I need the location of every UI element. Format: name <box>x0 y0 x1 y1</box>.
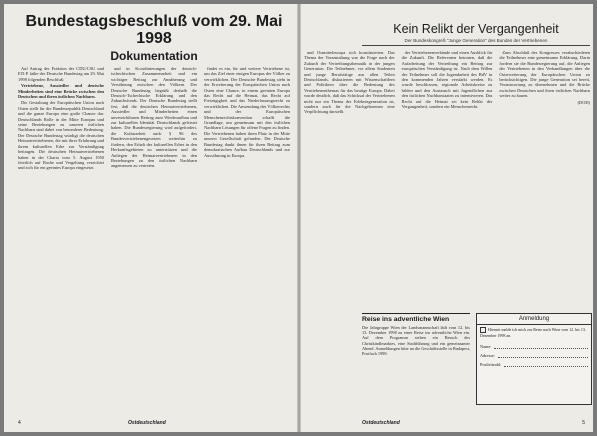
article-columns <box>18 66 290 416</box>
newspaper-spread <box>4 4 593 432</box>
article-intro: Auf Antrag der Fraktion der CDU/CSU und F.D.P. faßte der Deutsche Bundestag am 29. Mai 1998 folgenden Beschluß: <box>18 66 104 82</box>
page-number: 5 <box>582 420 585 426</box>
page-headline: Bundestagsbeschluß vom 29. Mai 1998 <box>25 13 283 47</box>
vienna-notice <box>362 313 470 356</box>
article-columns <box>304 50 590 308</box>
right-page <box>300 4 593 432</box>
brand-logo: Ostdeutschland <box>362 420 400 426</box>
article-column-3 <box>204 66 290 416</box>
article-body-2: der Vertriebenenverbände und einen Ausblick für die Zukunft. Die Referenten betonten, daß die Aufarbeitung der Vertreibung ein Beitrag zur europäischen Verständigung ist. Nach dem Willen der Teilnehmer soll die Jugendarbeit des BdV in den kommenden Jahren verstärkt werden. Es wurde beschlossen, regionale Arbeitskreise zu bilden und den Austausch mit Jugendlichen aus den östlichen Nachbarstaaten zu intensivieren. Das Recht auf die Heimat sei kein Relikt der Vergangenheit, sondern ein Menschenrecht. <box>401 50 493 110</box>
page-subheadline: Dokumentation <box>110 49 198 63</box>
article-column-1 <box>18 66 104 416</box>
article-column-2 <box>402 50 493 308</box>
article-body-2: und in Koordinierungen der deutsch-tschechischen Zusammenarbeit und ein wichtiger Beitrag zur Annäherung und Versöhnung zwischen den Völkern. Der Deutsche Bundestag begrüßt deshalb die Deutsch-Tschechische Erklärung und den Zukunftsfonds. Der Deutsche Bundestag stellt fest, daß die deutschen Heimatvertriebenen, Aussiedler und Minderheiten einen unverzichtbaren Beitrag zum Wiederaufbau und zur kulturellen Identität Deutschlands geleistet haben. Die Bundesregierung wird aufgefordert, die Kulturarbeit nach § 96 des Bundesvertriebenengesetzes weiterhin zu fördern, den Erhalt des kulturellen Erbes in den Herkunftsgebieten zu unterstützen und die Anliegen der Heimatvertriebenen in den Beziehungen zu den östlichen Nachbarn angemessen zu vertreten. <box>111 66 197 169</box>
article-body-1: Die Gestaltung der Europäischen Union nach Osten stellt für die Bundesrepublik Deutschland und die ganze Europa eine große Chance dar. Deutschlands Rolle in der Mitte Europas und seine Beziehungen zu unseren östlichen Nachbarn sind dabei von besonderer Bedeutung. Der Deutsche Bundestag würdigt die deutschen Heimatvertriebenen, die mit ihrer Erfahrung und ihrem kulturellen Erbe zur Verständigung beitragen. Die deutschen Heimatvertriebenen haben in der Charta vom 5. August 1950 feierlich auf Rache und Vergeltung verzichtet und sich für ein geeintes Europa eingesetzt. <box>18 100 104 171</box>
name-field[interactable]: Name: <box>477 340 591 349</box>
title-rule <box>362 45 590 46</box>
postcode-field[interactable]: Postleitzahl: <box>477 358 591 367</box>
article-body-1: und Ostmitteleuropa sich konstituierten. Das Thema der Veranstaltung war die Frage nach der Zukunft der Vertreibungsthematik in der jungen Generation. Die Teilnehmer, vor allem Studenten und junge Berufstätige aus allen Teilen Deutschlands, diskutierten mit Wissenschaftlern und Politikern über die Bedeutung des Vertriebenenthemas für das heutige Europa. Dabei wurde deutlich, daß das Schicksal der Vertriebenen nicht nur ein Thema der Erlebnisgeneration ist, sondern auch für die Nachgeborenen eine Verpflichtung darstellt. <box>304 50 395 115</box>
article-body-3: findet es ein, für und weitere Vertriebene ist, um das Ziel einer einigen Europas der Völker zu verwirklichen. Der Deutsche Bundestag sieht in der Erweiterung der Europäischen Union nach Osten eine Chance, in einem geeinten Europa das Recht auf die Heimat, das Recht auf Freizügigkeit und das Niederlassungsrecht zu verwirklichen. Die Anwendung des Völkerrechts und der Europäischen Menschenrechtskonvention schafft die Grundlage, um gemeinsam mit den östlichen Nachbarn Lösungen für offene Fragen zu finden. Die Vertriebenen haben ihren Platz in der Mitte unserer Gesellschaft gefunden. Der Deutsche Bundestag dankt ihnen für ihren Beitrag zum demokratischen Aufbau Deutschlands und zur Aussöhnung in Europa. <box>204 66 290 158</box>
article-subtitle: Der Bundeskongreß "Junge Generation" des Bundes der Vertriebenen <box>404 38 548 43</box>
left-page <box>4 4 298 432</box>
registration-form <box>476 313 592 405</box>
article-column-1 <box>304 50 395 308</box>
brand-logo: Ostdeutschland <box>128 420 166 426</box>
notice-body: Die Jahrgruppe Wien der Landsmannschaft lädt vom 12. bis 13. Dezember 1998 zu einer Reise ins adventliche Wien ein. Auf dem Programm stehen ein Besuch des Christkindlmarktes, eine Stadtführung und ein gemeinsamer Abend. Anmeldungen bitte an die Geschäftsstelle in Budapest, Postfach 1998. <box>362 325 470 357</box>
article-column-2 <box>111 66 197 416</box>
article-lead: Vertriebene, Aussiedler und deutsche Minderheiten sind eine Brücke zwischen den Deutschen und ihren östlichen Nachbarn. <box>18 83 104 100</box>
form-title: Anmeldung <box>477 314 591 325</box>
notice-title: Reise ins adventliche Wien <box>362 316 450 323</box>
article-body-3: Zum Abschluß des Kongresses verabschiedeten die Teilnehmer eine gemeinsame Erklärung. Darin fordern sie die Bundesregierung auf, die Anliegen der Vertriebenen in den Verhandlungen über die Osterweiterung der Europäischen Union zu berücksichtigen. Die junge Generation sei bereit, Verantwortung zu übernehmen und die Brücke zwischen Deutschen und ihren östlichen Nachbarn weiter zu bauen. <box>499 50 591 99</box>
article-signature: (DOD) <box>577 99 591 105</box>
article-title: Kein Relikt der Vergangenheit <box>393 22 559 36</box>
address-field[interactable]: Adresse: <box>477 349 591 358</box>
form-info: Hiermit melde ich mich zur Reise nach Wien vom 12. bis 13. Dezember 1998 an. <box>480 327 586 339</box>
page-number: 4 <box>18 420 21 426</box>
article-column-3 <box>499 50 590 308</box>
